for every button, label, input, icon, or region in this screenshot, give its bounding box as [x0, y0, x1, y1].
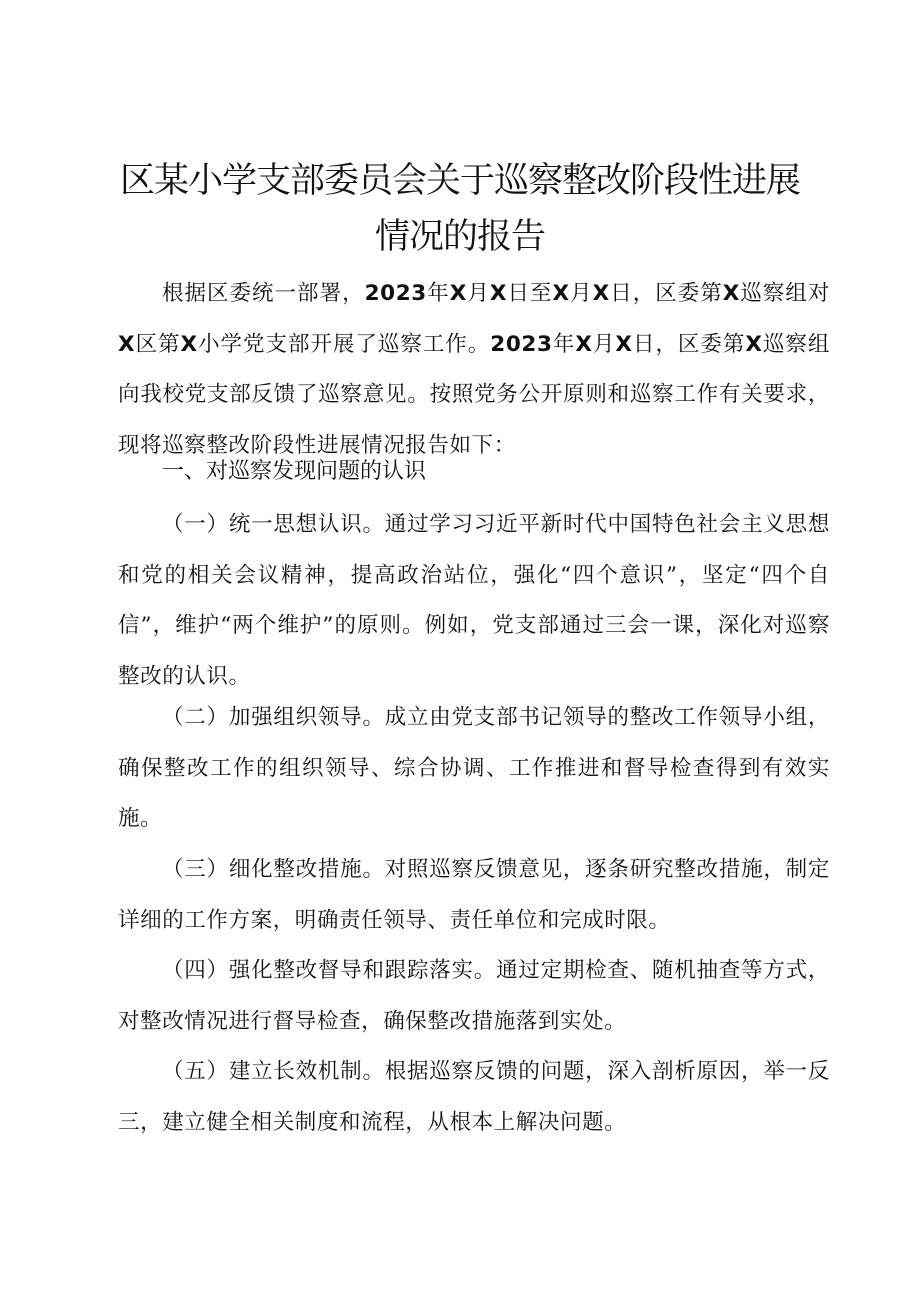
document-title-line-1: 区某小学支部委员会关于巡察整改阶段性进展: [119, 161, 800, 201]
intro-year-2: 2023: [490, 331, 553, 357]
intro-day-1: X: [489, 281, 508, 306]
intro-day-3: X: [615, 331, 633, 357]
paragraph-1: （一）统一思想认识。通过学习习近平新时代中国特色社会主义思想和党的相关会议精神，提高政治站位，强化“四个意识”，坚定“四个自信”，维护“两个维护”的原则。例如，党支部通过三会一课，深化对巡察整改的认识。: [118, 512, 830, 689]
intro-group-1: X: [722, 281, 740, 306]
intro-text: 日，区委第: [632, 331, 746, 357]
document-title-line-2: 情况的报告: [374, 217, 545, 257]
intro-text: 年: [552, 331, 576, 357]
intro-text: 小学党支部开展了巡察工作。: [197, 331, 491, 357]
paragraph-5: （五）建立长效机制。根据巡察反馈的问题，深入剖析原因，举一反三，建立健全相关制度和流程，从根本上解决问题。: [118, 1059, 830, 1135]
intro-text: 日至: [507, 281, 553, 306]
intro-text: 区第: [135, 331, 181, 357]
intro-day-2: X: [592, 281, 610, 306]
intro-district: X: [118, 331, 136, 357]
intro-paragraph: [118, 269, 830, 471]
intro-text: 月: [569, 281, 593, 306]
intro-text: 年: [426, 281, 450, 306]
intro-text: 日，区委第: [609, 281, 723, 306]
intro-text: 巡察组对: [739, 281, 830, 306]
intro-month-1: X: [449, 281, 467, 306]
intro-school: X: [180, 331, 198, 357]
intro-month-2: X: [552, 281, 570, 306]
intro-group-2: X: [745, 331, 763, 357]
intro-text: 月: [592, 331, 616, 357]
paragraph-2: （二）加强组织领导。成立由党支部书记领导的整改工作领导小组，确保整改工作的组织领导、综合协调、工作推进和督导检查得到有效实施。: [118, 705, 830, 831]
intro-text: 月: [466, 281, 490, 306]
intro-year-1: 2023: [364, 281, 427, 306]
paragraph-4: （四）强化整改督导和跟踪落实。通过定期检查、随机抽查等方式，对整改情况进行督导检查，确保整改措施落到实处。: [118, 958, 830, 1034]
intro-text: 根据区委统一部署，: [162, 281, 365, 306]
intro-text: 巡察组向我校党支部反馈了巡察意见。按照党务公开原则和巡察工作有关要求，现将巡察整改阶段性进展情况报告如下：: [118, 331, 830, 458]
paragraph-3: （三）细化整改措施。对照巡察反馈意见，逐条研究整改措施，制定详细的工作方案，明确责任领导、责任单位和完成时限。: [118, 857, 830, 933]
section-heading: 一、对巡察发现问题的认识: [162, 459, 427, 484]
intro-month-3: X: [575, 331, 593, 357]
